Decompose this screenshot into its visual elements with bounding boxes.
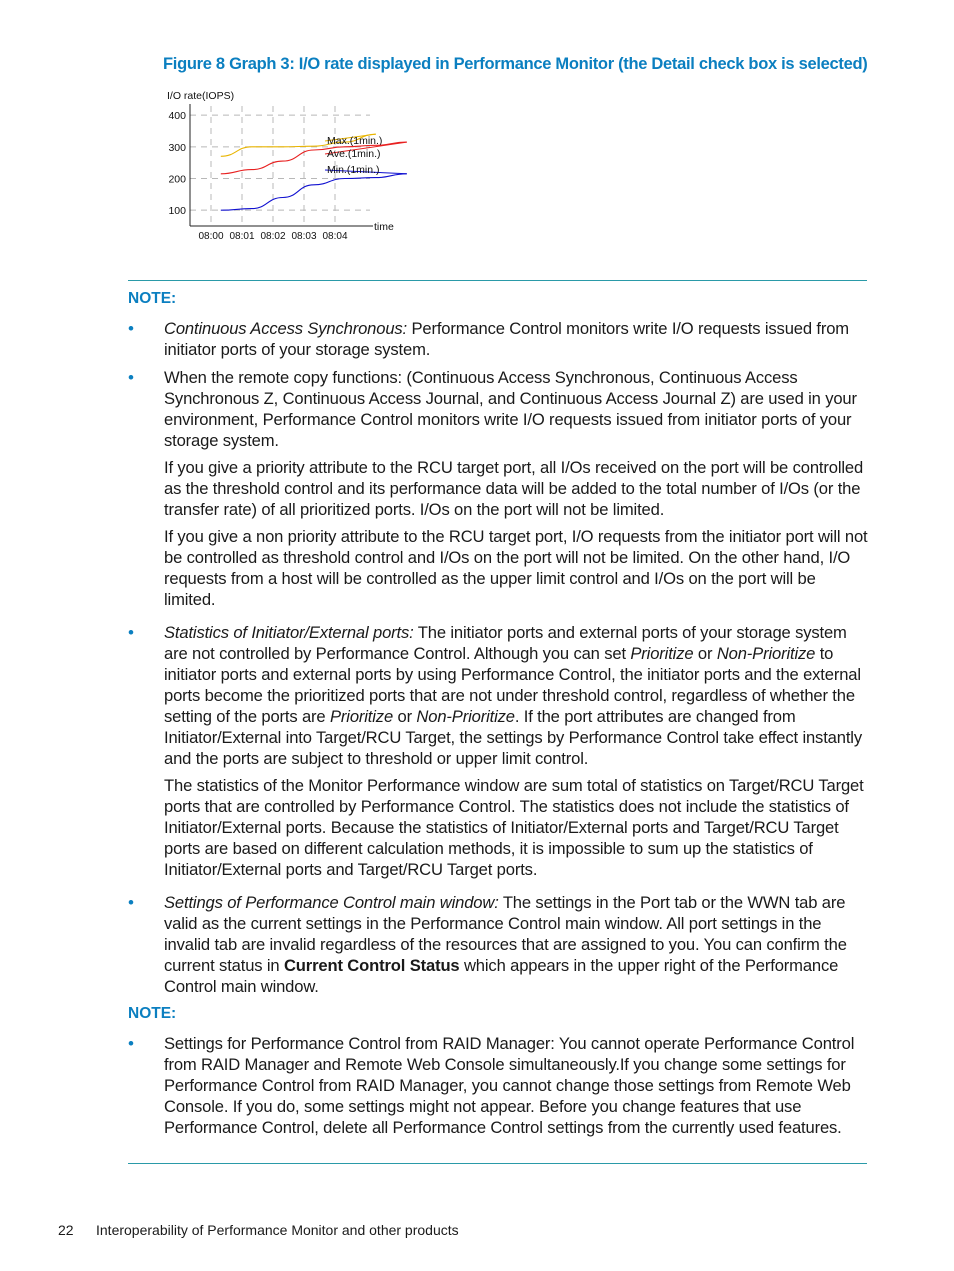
note-label: NOTE: [128, 1005, 177, 1022]
x-axis-label: time [374, 221, 394, 233]
note-top-rule [128, 280, 867, 281]
y-tick-label: 300 [168, 141, 186, 154]
series-line [221, 174, 407, 210]
note-bottom-rule [128, 1163, 867, 1164]
legend-label: Max.(1min.) [327, 135, 383, 147]
figure-caption: Figure 8 Graph 3: I/O rate displayed in Performance Monitor (the Detail check box is selected) [163, 55, 868, 73]
note-bullet-list [128, 1033, 870, 1138]
legend-label: Min.(1min.) [327, 164, 380, 176]
x-tick-label: 08:03 [291, 231, 317, 242]
io-rate-chart [160, 86, 410, 246]
y-tick-label: 400 [168, 110, 186, 123]
list-item: • Continuous Access Synchronous: Performance Control monitors write I/O requests issued from initiator ports of your storage system. [128, 318, 870, 360]
note-label: NOTE: [128, 290, 177, 307]
x-tick-label: 08:01 [229, 231, 255, 242]
x-tick-label: 08:04 [322, 231, 348, 242]
y-tick-label: 200 [168, 173, 186, 186]
list-item: • Settings of Performance Control main window: The settings in the Port tab or the WWN tab are valid as the current settings in the Performance Control main window. All port settings in the invalid tab are invalid regardless of the resources that are assigned to you. You can confirm the current status in Current Control Status which appears in the upper right of the Performance Control main window. [128, 892, 870, 997]
y-axis-label: I/O rate(IOPS) [167, 90, 235, 102]
list-item: • Statistics of Initiator/External ports: The initiator ports and external ports of your storage system are not controlled by Performance Control. Although you can set Prioritize or Non-Prioritize to initiator ports and external ports by using Performance Control, the initiator ports and the external ports become the prioritized ports that are not under threshold control, regardless of whether the setting of the ports are Prioritize or Non-Prioritize. If the port attributes are changed from Initiator/External into Target/RCU Target, the settings by Performance Control take effect instantly and the ports are subject to threshold or upper limit control. The statistics of the Monitor Performance window are sum total of statistics on Target/RCU Target ports that are controlled by Performance Control. The statistics does not include the statistics of Initiator/External ports. Because the statistics of Initiator/External ports and Target/RCU Target ports are based on different calculation methods, it is impossible to sum up the statistics of Initiator/External ports and Target/RCU Target ports. [128, 622, 870, 880]
x-tick-label: 08:00 [198, 231, 224, 242]
footer-title: Interoperability of Performance Monitor and other products [96, 1222, 459, 1238]
page-number: 22 [58, 1222, 74, 1238]
x-tick-label: 08:02 [260, 231, 286, 242]
y-tick-label: 100 [168, 205, 186, 218]
list-item: • When the remote copy functions: (Continuous Access Synchronous, Continuous Access Synchronous Z, Continuous Access Journal, and Continuous Access Journal Z) are used in your environment, Performance Control monitors write I/O requests issued from initiator ports of your storage system. If you give a priority attribute to the RCU target port, all I/Os received on the port will be controlled as the threshold control and its performance data will be added to the total number of I/Os (or the transfer rate) of all prioritized ports. I/Os on the port will not be limited. If you give a non priority attribute to the RCU target port, I/O requests from the initiator port will not be controlled as threshold control and I/Os on the port will not be limited. On the other hand, I/O requests from a host will be controlled as the upper limit control and I/Os on the port will be limited. [128, 367, 870, 610]
legend-label: Ave.(1min.) [327, 148, 381, 160]
note-bullet-list [128, 318, 870, 997]
list-item: • Settings for Performance Control from RAID Manager: You cannot operate Performance Control from RAID Manager and Remote Web Console simultaneously.If you change some settings for Performance Control from RAID Manager, you cannot change those settings from Remote Web Console. If you do, some settings might not appear. Before you change features that use Performance Control, delete all Performance Control settings from the currently used features. [128, 1033, 870, 1138]
page-footer [58, 1222, 459, 1238]
